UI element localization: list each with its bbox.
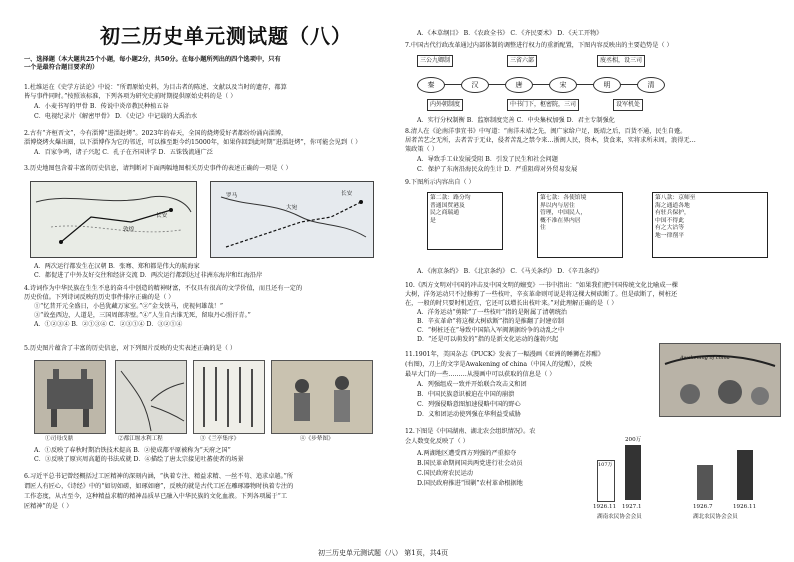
- timeline-node: 清: [637, 77, 665, 93]
- q1-line: 1.杜维运在《史学方法论》中说：“所谓原始史料，为目击者的陈述、文献以及当时的遗存，都算: [24, 84, 287, 91]
- q8-line: 策政策（ ）: [405, 146, 438, 153]
- bronze-ding-image: [34, 360, 106, 434]
- bar-1926-11: [597, 460, 615, 502]
- q7-line: 7.中国古代行政改革通过内部体制的调整进行权力的重新配置，下图内容反映出的主要趋势是（ ）: [405, 42, 673, 49]
- timeline-bottom-box: 中书门下，枢密院，三司: [507, 99, 579, 111]
- bar-value: 200万: [625, 437, 642, 443]
- q3-option: A．两次运行都发生在汉朝 B．张骞、郑和都是伟大的航海家: [34, 263, 200, 270]
- q10-line: 在，一般的时只要时机适宜，它还可以增长出枝叶来。”对此理解正确的是（ ）: [405, 300, 618, 307]
- q5-line: 5.历史图片蕴含了丰富的历史信息，对下列图片反映的史实表述正确的是（ ）: [24, 345, 237, 352]
- timeline-bottom-box: 内外朝制度: [427, 99, 463, 111]
- q11-line: (右图)，刀上的文字是Awakening of china（中国人的觉醒），反映: [405, 361, 593, 368]
- bar-1927-1: [625, 445, 641, 500]
- timeline-top-box: 三省六部: [507, 55, 537, 67]
- bunian-drawing: [272, 361, 372, 433]
- q5-caption: ①司母戊鼎: [45, 436, 73, 442]
- q11-option: D．义和团运动使列强在华利益受威胁: [417, 411, 521, 418]
- q7-timeline: [417, 55, 677, 115]
- timeline-top-box: 废丞相，设三司: [597, 55, 645, 67]
- q11-option: C．列强侵略意图加速侵略中国的野心: [417, 401, 521, 408]
- q10-line: 10.《西方文明对中国的冲击及中国文明的嬗变》一书中指出：“如果我们把中国传统文化比喻成一棵: [405, 282, 678, 289]
- q4-line: ③“故垒西边，人道是，三国周郎赤壁。”④“人生自古谁无死，留取丹心照汗青。”: [34, 312, 251, 319]
- lanting-drawing: [194, 361, 264, 433]
- dujiangyan-image: [115, 360, 187, 434]
- treaty-scroll: 第二款：路分均 普通国贸港及 民之商瑞通 是: [427, 192, 503, 250]
- q10-option: D．“还是可以萌发的”指的是新文化运动的蓬勃兴起: [417, 336, 559, 343]
- q10-option: A．洋务运动“剪除”了一些枝叶“指的是附属了清朝统治: [417, 309, 568, 316]
- bunian-image: [271, 360, 373, 434]
- q6-line: 匠精神”的是（ ）: [24, 503, 73, 510]
- bar-1926-7: [697, 465, 713, 500]
- map-label: 大宛: [286, 205, 298, 211]
- timeline-bottom-box: 设军机处: [613, 99, 643, 111]
- q11-line: 最早大门的一些………从漫画中可以获取的信息是（ ）: [405, 371, 556, 378]
- bar-caption: 1926.11: [733, 504, 757, 510]
- puck-cartoon-image: [659, 343, 781, 417]
- map-silk-road: [30, 181, 197, 258]
- q1-option: C．电视纪录片《解密甲骨》 D．《史记》中记载的大禹治水: [34, 113, 198, 120]
- q12-line: 12.下图是《中国湖南、湖北农会组织情况》。农: [405, 428, 536, 435]
- q5-caption: ④《步辇图》: [300, 436, 334, 442]
- q8-line: 8.清人在《论南洋事宜书》中写道：“南洋未靖之先，闽广家给户足，既靖之后，百货不通，民生自蹙。: [405, 128, 687, 135]
- q4-options: A．①②③④ B．②①③④ C．②③①④ D．③②①④: [34, 321, 183, 328]
- q10-option: B．辛亥革命“将这棵大树砍断”指的是推翻了封建帝制: [417, 318, 564, 325]
- q6-options: A．《本草纲目》 B．《农政全书》 C．《齐民要术》 D．《天工开物》: [417, 30, 603, 37]
- q6-line: 谓匠人有匠心，《诗经》中的“如切如磋，如琢如磨”，反映的就是古代工匠在雕琢器物时执着专注的: [24, 483, 294, 490]
- q4-line: 4.诗词作为中华民族在生生不息的奋斗中创造的精神财富，不仅具有很高的文学价值，而且还有一定的: [24, 285, 303, 292]
- bar-caption: 1926.11: [593, 504, 617, 510]
- q8-option: C．保护了东南沿海民众的生计 D．严重阻碍对外贸易发展: [417, 166, 578, 173]
- bar-value: 107万: [598, 462, 613, 468]
- map-zhenghe: [210, 181, 374, 258]
- q11-line: 11.1901年，美国杂志《PUCK》发表了一幅漫画《亚洲的睡狮在苏醒》: [405, 351, 604, 358]
- bronze-ding-drawing: [35, 361, 105, 433]
- q1-option: A．小麦书写的甲骨 B．传说中炎帝教民种植五谷: [34, 103, 169, 110]
- q12-option: D.国民政府推进“围剿”农村革命根据地: [417, 480, 523, 487]
- q6-line: 6.习近平总书记曾经概括过工匠精神的深刻内涵，“执着专注、精益求精、一丝不苟、追求卓越。”所: [24, 473, 294, 480]
- timeline-node: 唐: [505, 77, 533, 93]
- right-column: [397, 0, 794, 562]
- dujiangyan-drawing: [116, 361, 186, 433]
- timeline-node: 秦: [417, 77, 445, 93]
- map-label: 敦煌: [123, 227, 135, 233]
- q2-line: 2.古有“齐桓晋文”，今有淄博“进淄赶烤”。2023年的春天，全国的烧烤爱好者都纷纷涌向淄博，: [24, 130, 288, 137]
- timeline-axis: [417, 84, 657, 85]
- q4-line: ①“忆昔开元全盛日，小邑犹藏万家室。”②“金戈铁马，虎视何雄哉！”: [34, 303, 223, 310]
- q10-line: 大树，洋务运动只不过修剪了一些枝叶，辛亥革命则可说是将这棵大树砍断了。但是砍断了，树桩还: [405, 291, 678, 298]
- q7-options: A．实行分权制衡 B．监察制度完善 C．中央集权加强 D．君主专制强化: [417, 117, 615, 124]
- q12-option: B.国民革命期间国共两党进行社会动员: [417, 460, 523, 467]
- q2-option: A．百家争鸣，诸子兴起 C．孔子在齐国讲学 D．五铢钱流通广泛: [34, 149, 213, 156]
- q10-option: C．“树桩还在”导致中国陷入军阀割据纷争的动乱之中: [417, 327, 565, 334]
- q12-figure: [593, 437, 787, 530]
- q12-line: 会人数变化反映了（ ）: [405, 438, 469, 445]
- q4-line: 历史价值。下列诗词反映的历史事件排序正确的是（ ）: [24, 294, 175, 301]
- q9-line: 9.下图所示内容出自（ ）: [405, 179, 475, 186]
- map-label: 罗马: [226, 193, 238, 199]
- bar-group-label: 湖北农民协会会员: [693, 514, 738, 520]
- timeline-node: 汉: [461, 77, 489, 93]
- map-silk-road-drawing: [31, 182, 196, 257]
- section-heading-2: 一个是最符合题目要求的）: [24, 64, 99, 71]
- q11-option: B．中国民族意识被迫在中国的崩溃: [417, 391, 515, 398]
- q9-options: A．《南京条约》 B．《北京条约》 C．《马关条约》 D．《辛丑条约》: [417, 268, 603, 275]
- cartoon-caption: Awakening of china: [680, 355, 730, 361]
- map-label: 长安: [156, 213, 168, 219]
- q3-option: C．都促进了中外友好交往和经济交流 D．两次运行都到达过非洲东海岸和红海沿岸: [34, 272, 263, 279]
- q8-line: 居者苦艺之无所，去者苦于无业，侵者苦乱之禁令来…浙闽人民，资本，货食来，实将求所未周，浪得无…: [405, 137, 696, 144]
- treaty-scroll: 第七款：各使馆境 界以内与居住 管理，中国民人， 概不准在界内居 住: [537, 192, 623, 258]
- timeline-top-box: 三公九卿制: [417, 55, 453, 67]
- q5-option: A．①反映了春秋时期冶铁技术提高 B．②使成都平原被称为“天府之国”: [34, 447, 231, 454]
- left-column: [0, 0, 393, 562]
- bar-1926-11b: [737, 450, 753, 500]
- q2-line: 淄博烧烤火爆出圈，以下淄博作为它的邻近，可以推至距今约15000年，如果你回到此时期“进淄赶烤”，你可能会见到（ ）: [24, 139, 362, 146]
- q5-option: C．③反映了原宾周高超的书法成就 D．④描绘了唐太宗接见吐蕃使者的场景: [34, 456, 244, 463]
- q11-option: A．列强组成一致并开始联合攻击义和团: [417, 381, 527, 388]
- lanting-image: [193, 360, 265, 434]
- page-footer: 初三历史单元测试题（八） 第1页，共4页: [318, 549, 449, 557]
- timeline-node: 明: [593, 77, 621, 93]
- q5-caption: ②都江堰水利工程: [118, 436, 163, 442]
- q8-option: A．导致手工业发展受阻 B．引发了民生和社会问题: [417, 156, 558, 163]
- bar-group-label: 湖南农民协会会员: [597, 514, 642, 520]
- q6-line: 工作态度，从古至今，这种精益求精的精神品质早已融入中华民族的文化血液。下列各项属于“工: [24, 493, 288, 500]
- page-title: 初三历史单元测试题（八）: [100, 24, 352, 48]
- bar-caption: 1926.7: [693, 504, 713, 510]
- q1-line: 皆与事件同时。”按照该标准，下列各项为研究史前时期提供原始史料的是（ ）: [24, 93, 237, 100]
- section-heading: 一、选择题（本大题共25个小题，每小题2分，共50分。在每小题所列出的四个选项中，只有: [24, 56, 281, 63]
- treaty-scroll: 第八款：京师至 海之通道各地 有驻兵保护， 中国不得此 有之大沽等 地一律削平: [652, 192, 768, 258]
- bar-caption: 1927.1: [622, 504, 642, 510]
- q12-option: C.国民政府农民运动: [417, 470, 473, 477]
- q3-line: 3.历史地图包含着丰富的历史信息，请判断对下面两幅地图相关历史事件的表述正确的一项是（ ）: [24, 165, 292, 172]
- map-label: 长安: [341, 191, 353, 197]
- q5-caption: ③《兰亭集序》: [200, 436, 240, 442]
- q12-option: A.两湖地区遭受西方列强的严重掠夺: [417, 450, 517, 457]
- timeline-node: 宋: [549, 77, 577, 93]
